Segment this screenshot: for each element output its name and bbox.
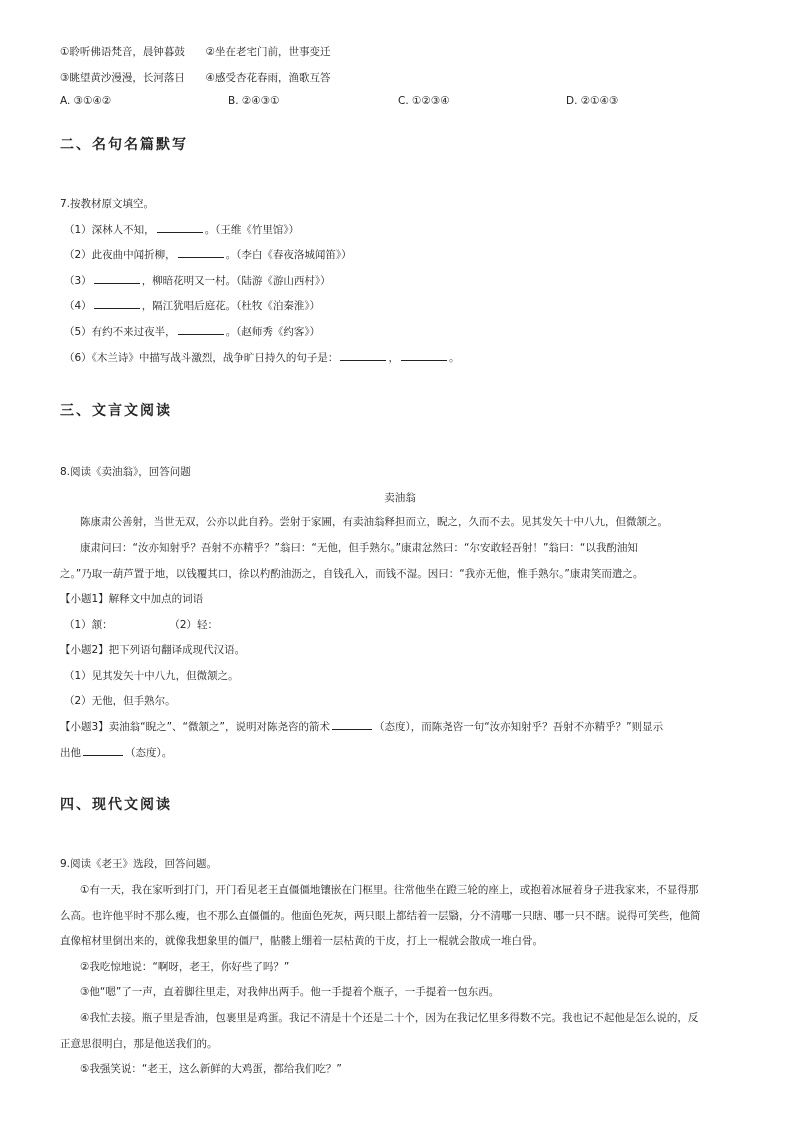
- q7-item-1-post: 。（王维《竹里馆》）: [204, 224, 300, 236]
- sub1-item-1: （1）颔：: [64, 619, 113, 631]
- section-heading-2: 二、名句名篇默写: [60, 137, 188, 153]
- choice-a: A. ③①④②: [60, 95, 112, 107]
- q7-item-6-post: 。: [448, 352, 460, 364]
- q7-item-4: [64, 298, 320, 313]
- q7-item-2-pre: （2）此夜曲中闻折柳，: [64, 249, 176, 261]
- modern-paragraph-5: ⑤我强笑说：“老王，这么新鲜的大鸡蛋，都给我们吃？”: [80, 1063, 342, 1075]
- section-heading-3: 三、文言文阅读: [60, 403, 172, 419]
- modern-paragraph-1b: 么高。也许他平时不那么瘦，也不那么直僵僵的。他面色死灰，两只眼上都结着一层翳，分不清哪一只瞎、哪一只不瞎。说得可笑些，他简: [60, 910, 701, 922]
- sub1-item-2: （2）轻：: [169, 619, 219, 631]
- option-row-1: [60, 44, 331, 59]
- subquestion-1: 【小题1】解释文中加点的词语: [60, 593, 204, 605]
- subquestion-3-cont: [60, 745, 172, 760]
- q7-item-4-pre: （4）: [64, 300, 92, 312]
- q7-item-2: [64, 247, 352, 262]
- passage-paragraph-2a: 康肃问曰：“汝亦知射乎？吾射不亦精乎？”翁曰：“无他，但手熟尔。”康肃忿然曰：“尔安敢轻吾射！”翁曰：“以我酌油知: [80, 542, 638, 554]
- q7-item-5: [64, 324, 320, 339]
- option-1: ①聆听佛语梵音，晨钟暮鼓: [60, 46, 185, 58]
- subquestion-3: [60, 719, 663, 734]
- modern-paragraph-1a: ①有一天，我在家听到打门，开门看见老王直僵僵地镶嵌在门框里。往常他坐在蹬三轮的座上，或抱着冰屉着身子进我家来，不显得那: [80, 884, 699, 896]
- q7-item-6-pre: （6）《木兰诗》中描写战斗激烈，战争旷日持久的句子是：: [64, 352, 339, 364]
- q7-item-3: [64, 273, 331, 288]
- answer-blank[interactable]: [340, 350, 386, 361]
- question-8-stem: 8.阅读《卖油翁》，回答问题: [60, 466, 191, 478]
- answer-blank[interactable]: [157, 222, 203, 233]
- section-heading-4: 四、现代文阅读: [60, 797, 172, 813]
- option-3: ③眺望黄沙漫漫，长河落日: [60, 72, 185, 84]
- q7-item-3-post: ，柳暗花明又一村。（陆游《游山西村》）: [141, 275, 331, 287]
- sub2-item-1: （1）见其发矢十中八九，但微颔之。: [64, 670, 239, 682]
- q7-item-5-pre: （5）有约不来过夜半，: [64, 326, 176, 338]
- sub3-text-a: 【小题3】卖油翁“睨之”、“微颔之”，说明对陈尧咨的箭术: [60, 721, 330, 733]
- modern-paragraph-2: ②我吃惊地说：“啊呀，老王，你好些了吗？”: [80, 961, 290, 973]
- answer-blank[interactable]: [83, 745, 123, 756]
- passage-paragraph-1: 陈康肃公善射，当世无双，公亦以此自矜。尝射于家圃，有卖油翁释担而立，睨之，久而不去。见其发矢十中八九，但微颔之。: [80, 516, 668, 528]
- answer-blank[interactable]: [178, 247, 224, 258]
- sub2-item-2: （2）无他，但手熟尔。: [64, 695, 176, 707]
- q7-item-6: [64, 350, 459, 365]
- q7-item-5-post: 。（赵师秀《约客》）: [225, 326, 321, 338]
- modern-paragraph-4a: ④我忙去接。瓶子里是香油，包裹里是鸡蛋。我记不清是十个还是二十个，因为在我记忆里多得数不完。我也记不起他是怎么说的，反: [80, 1012, 699, 1024]
- question-7-stem: 7.按教材原文填空。: [60, 198, 155, 210]
- sub3-text-b: （态度），而陈尧咨一句“汝亦知射乎？吾射不亦精乎？”则显示: [373, 721, 664, 733]
- choice-b: B. ②④③①: [228, 95, 280, 107]
- q7-item-6-mid: ，: [388, 352, 399, 364]
- q7-item-2-post: 。（李白《春夜洛城闻笛》）: [225, 249, 352, 261]
- choice-d: D. ②①④③: [566, 95, 619, 107]
- subquestion-2: 【小题2】把下列语句翻译成现代汉语。: [60, 644, 246, 656]
- sub3-text-c: 出他: [60, 747, 81, 759]
- sub3-text-d: （态度）。: [125, 747, 173, 759]
- question-9-stem: 9.阅读《老王》选段，回答问题。: [60, 858, 218, 870]
- answer-blank[interactable]: [332, 719, 372, 730]
- q7-item-1: [64, 222, 299, 237]
- option-2: ②坐在老宅门前，世事变迁: [205, 46, 331, 58]
- option-4: ④感受杏花春雨，渔歌互答: [205, 72, 331, 84]
- q7-item-4-post: ，隔江犹唱后庭花。（杜牧《泊秦淮》）: [141, 300, 321, 312]
- q7-item-1-pre: （1）深林人不知，: [64, 224, 155, 236]
- passage-paragraph-2b: 之。”乃取一葫芦置于地，以钱覆其口，徐以杓酌油沥之，自钱孔入，而钱不湿。因曰：“我亦无他，惟手熟尔。”康肃笑而遣之。: [60, 568, 644, 580]
- answer-blank[interactable]: [178, 324, 224, 335]
- passage-title: 卖油翁: [384, 492, 416, 504]
- modern-paragraph-4b: 正意思很明白，那是他送我们的。: [60, 1038, 218, 1050]
- q7-item-3-pre: （3）: [64, 275, 92, 287]
- choice-c: C. ①②③④: [398, 95, 450, 107]
- modern-paragraph-1c: 直像棺材里倒出来的，就像我想象里的僵尸，骷髅上绷着一层枯黄的干皮，打上一棍就会散成一堆白骨。: [60, 935, 543, 947]
- answer-blank[interactable]: [94, 298, 140, 309]
- option-row-2: [60, 70, 331, 85]
- answer-blank[interactable]: [401, 350, 447, 361]
- answer-blank[interactable]: [94, 273, 140, 284]
- subquestion-1-items: [64, 617, 218, 632]
- modern-paragraph-3: ③他“嗯”了一声，直着脚往里走，对我伸出两手。他一手提着个瓶子，一手提着一包东西。: [80, 986, 500, 998]
